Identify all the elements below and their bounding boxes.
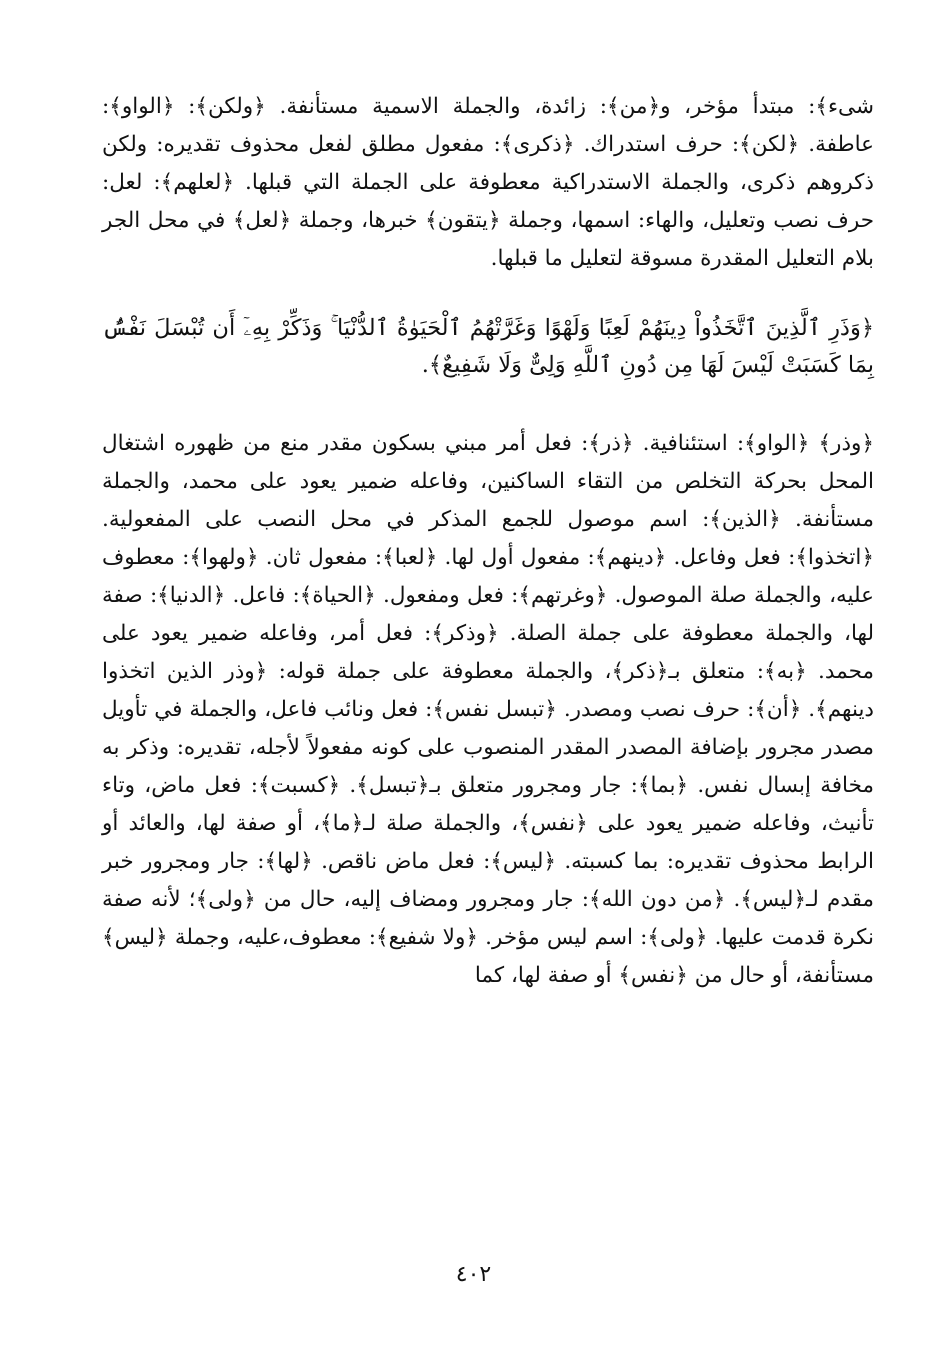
quran-verse: ﴿وَذَرِ ٱلَّذِينَ ٱتَّخَذُواْ دِينَهُمْ لَعِبًا وَلَهْوًا وَغَرَّتْهُمُ ٱلْحَيَوٰةُ ٱلدُّنْيَا ۚ وَذَكِّرْ بِهِۦٓ أَن تُبْسَلَ نَفْسٌۢ بِمَا كَسَبَتْ لَيْسَ لَهَا مِن دُونِ ٱللَّهِ وَلِىٌّ وَلَا شَفِيعٌ﴾. xyxy=(102,315,874,378)
paragraph-grammar-analysis-2: ﴿وذر﴾ ﴿الواو﴾: استئنافية. ﴿ذر﴾: فعل أمر مبني بسكون مقدر منع من ظهوره اشتغال المحل بحركة التخلص من التقاء الساكنين، وفاعله ضمير يعود على محمد، والجملة مستأنفة. ﴿الذين﴾: اسم موصول للجمع المذكر في محل النصب على المفعولية. ﴿اتخذوا﴾: فعل وفاعل. ﴿دينهم﴾: مفعول أول لها. ﴿لعبا﴾: مفعول ثان. ﴿ولهوا﴾: معطوف عليه، والجملة صلة الموصول. ﴿وغرتهم﴾: فعل ومفعول. ﴿الحياة﴾: فاعل. ﴿الدنيا﴾: صفة لها، والجملة معطوفة على جملة الصلة. ﴿وذكر﴾: فعل أمر، وفاعله ضمير يعود على محمد. ﴿به﴾: متعلق بـ﴿ذكر﴾، والجملة معطوفة على جملة قوله: ﴿وذر الذين اتخذوا دينهم﴾. ﴿أن﴾: حرف نصب ومصدر. ﴿تبسل نفس﴾: فعل ونائب فاعل، والجملة في تأويل مصدر مجرور بإضافة المصدر المقدر المنصوب على كونه مفعولاً لأجله، تقديره: وذكر به مخافة إبسال نفس. ﴿بما﴾: جار ومجرور متعلق بـ﴿تبسل﴾. ﴿كسبت﴾: فعل ماض، وتاء تأنيث، وفاعله ضمير يعود على ﴿نفس﴾، والجملة صلة لـ﴿ما﴾، أو صفة لها، والعائد أو الرابط محذوف تقديره: بما كسبته. ﴿ليس﴾: فعل ماض ناقص. ﴿لها﴾: جار ومجرور خبر مقدم لـ﴿ليس﴾. ﴿من دون الله﴾: جار ومجرور ومضاف إليه، حال من ﴿ولى﴾؛ لأنه صفة نكرة قدمت عليها. ﴿ولى﴾: اسم ليس مؤخر. ﴿ولا شفيع﴾: معطوف،عليه، وجملة ﴿ليس﴾ مستأنفة، أو حال من ﴿نفس﴾ أو صفة لها، كما xyxy=(102,431,874,988)
paragraph-grammar-analysis-1: شىء﴾: مبتدأ مؤخر، و﴿من﴾: زائدة، والجملة الاسمية مستأنفة. ﴿ولكن﴾: ﴿الواو﴾: عاطفة. ﴿لكن﴾: حرف استدراك. ﴿ذكرى﴾: مفعول مطلق لفعل محذوف تقديره: ولكن ذكروهم ذكرى، والجملة الاستدراكية معطوفة على الجملة التي قبلها. ﴿لعلهم﴾: لعل: حرف نصب وتعليل، والهاء: اسمها، وجملة ﴿يتقون﴾ خبرها، وجملة ﴿لعل﴾ في محل الجر بلام التعليل المقدرة مسوقة لتعليل ما قبلها. xyxy=(102,94,874,271)
page-body xyxy=(102,88,874,995)
page-number: ٤٠٢ xyxy=(455,1262,492,1287)
